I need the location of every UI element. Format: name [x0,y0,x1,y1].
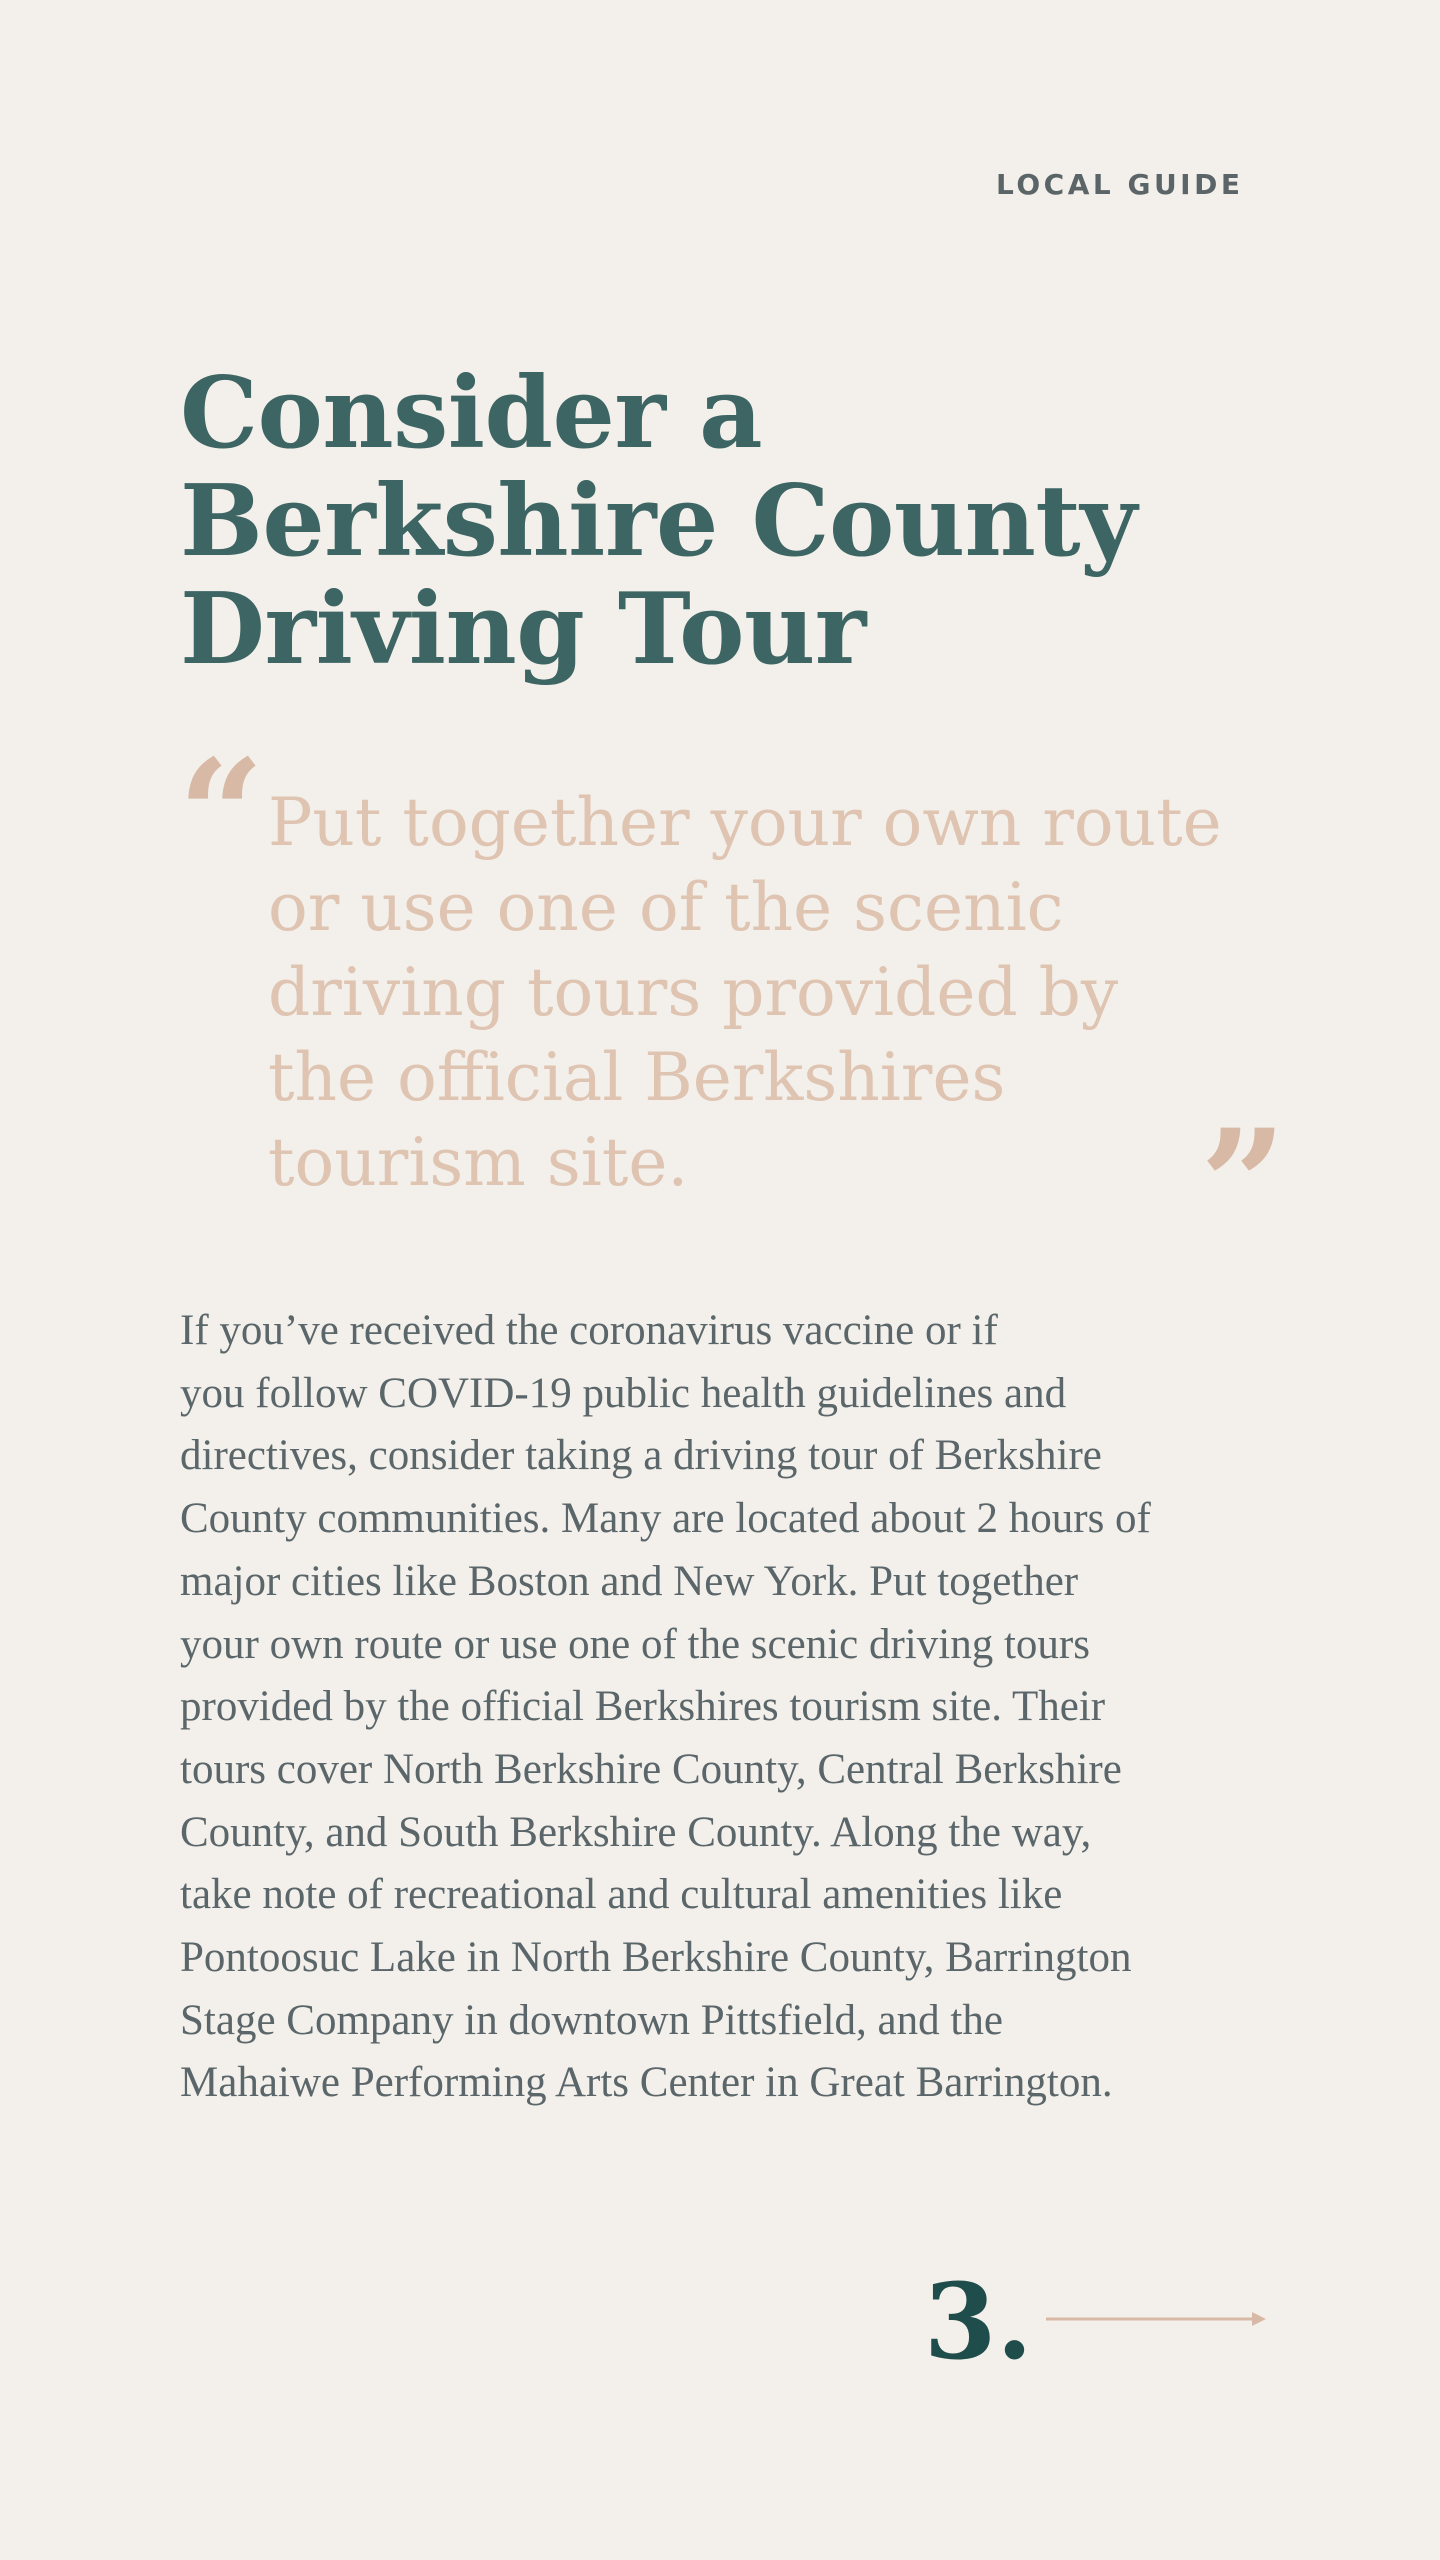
body-line: Pontoosuc Lake in North Berkshire County, Barrington [180,1934,1132,1982]
pull-quote-line: tourism site. [268,1124,689,1201]
pull-quote-line: driving tours provided by [268,954,1119,1031]
title-line: Consider a [180,356,763,471]
body-line: directives, consider taking a driving tour of Berkshire [180,1432,1102,1480]
close-quote-icon: ” [1200,1097,1287,1273]
body-line: your own route or use one of the scenic driving tours [180,1620,1090,1668]
body-line: major cities like Boston and New York. Put together [180,1557,1079,1605]
page-title [180,356,1330,687]
body-line: County communities. Many are located about 2 hours of [180,1495,1151,1543]
page-number: 3. [924,2260,1033,2383]
pull-quote-line: or use one of the scenic [268,869,1064,946]
body-line: tours cover North Berkshire County, Central Berkshire [180,1745,1122,1793]
section-label: LOCAL GUIDE [996,168,1244,201]
body-paragraph [180,1300,1290,2115]
body-line: Mahaiwe Performing Arts Center in Great Barrington. [180,2059,1113,2107]
body-line: Stage Company in downtown Pittsfield, and the [180,1996,1003,2044]
body-line: take note of recreational and cultural amenities like [180,1871,1063,1919]
body-line: County, and South Berkshire County. Along the way, [180,1808,1092,1856]
body-line: provided by the official Berkshires tourism site. Their [180,1683,1106,1731]
title-line: Berkshire County [180,464,1137,579]
pull-quote [268,780,1228,1205]
body-line: If you’ve received the coronavirus vaccine or if [180,1307,998,1354]
pull-quote-line: the official Berkshires [268,1039,1006,1116]
body-line: you follow COVID-19 public health guidelines and [180,1369,1067,1417]
arrow-right-icon[interactable] [1046,2304,1266,2334]
pull-quote-line: Put together your own route [268,784,1222,861]
title-line: Driving Tour [180,572,866,687]
open-quote-icon: “ [178,727,265,903]
